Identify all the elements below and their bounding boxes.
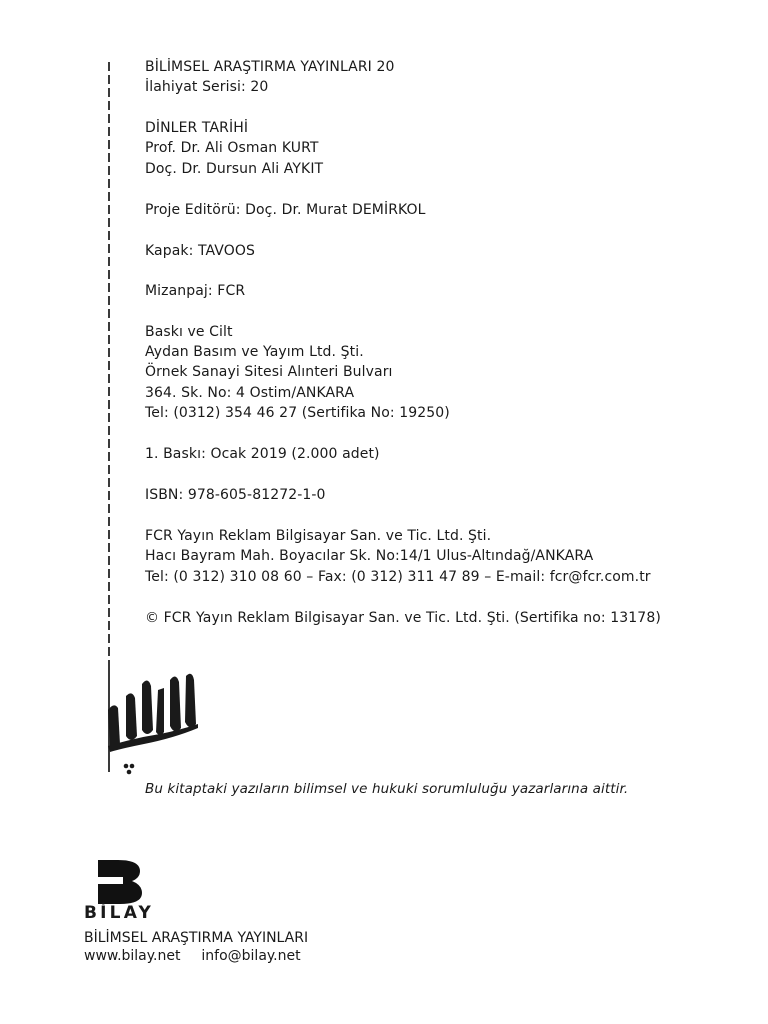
author-1: Prof. Dr. Ali Osman KURT <box>145 140 319 156</box>
printer-phone: Tel: (0312) 354 46 27 (Sertifika No: 19250) <box>145 405 450 421</box>
footer-contacts <box>84 947 301 965</box>
book-title: DİNLER TARİHİ <box>145 120 249 136</box>
cover-credit: Kapak: TAVOOS <box>145 243 255 259</box>
publisher-address: Hacı Bayram Mah. Boyacılar Sk. No:14/1 Ulus-Altındağ/ANKARA <box>145 548 594 564</box>
footer-website[interactable]: www.bilay.net <box>84 948 181 964</box>
edition-info: 1. Baskı: Ocak 2019 (2.000 adet) <box>145 446 380 462</box>
printer-address-2: 364. Sk. No: 4 Ostim/ANKARA <box>145 385 355 401</box>
brand-wordmark: BİLAY <box>84 903 154 923</box>
bilay-logo-icon <box>84 858 156 906</box>
printer-address-1: Örnek Sanayi Sitesi Alınteri Bulvarı <box>145 364 393 380</box>
margin-rule <box>108 62 110 662</box>
isbn: ISBN: 978-605-81272-1-0 <box>145 487 326 503</box>
copyright-notice: © FCR Yayın Reklam Bilgisayar San. ve Tic. Ltd. Şti. (Sertifika no: 13178) <box>145 610 661 626</box>
disclaimer: Bu kitaptaki yazıların bilimsel ve hukuki sorumluluğu yazarlarına aittir. <box>145 781 629 797</box>
layout-credit: Mizanpaj: FCR <box>145 283 246 299</box>
calligraphy-emblem <box>104 668 204 778</box>
series-subtitle: İlahiyat Serisi: 20 <box>145 79 269 95</box>
project-editor: Proje Editörü: Doç. Dr. Murat DEMİRKOL <box>145 202 426 218</box>
author-2: Doç. Dr. Dursun Ali AYKIT <box>145 161 324 177</box>
series-title: BİLİMSEL ARAŞTIRMA YAYINLARI 20 <box>145 59 395 75</box>
footer-publisher-name: BİLİMSEL ARAŞTIRMA YAYINLARI <box>84 930 309 946</box>
publisher-contact: Tel: (0 312) 310 08 60 – Fax: (0 312) 311 47 89 – E-mail: fcr@fcr.com.tr <box>145 569 651 585</box>
footer-email[interactable]: info@bilay.net <box>201 948 301 964</box>
publisher-name: FCR Yayın Reklam Bilgisayar San. ve Tic. Ltd. Şti. <box>145 528 492 544</box>
printer-company: Aydan Basım ve Yayım Ltd. Şti. <box>145 344 364 360</box>
printing-heading: Baskı ve Cilt <box>145 324 233 340</box>
